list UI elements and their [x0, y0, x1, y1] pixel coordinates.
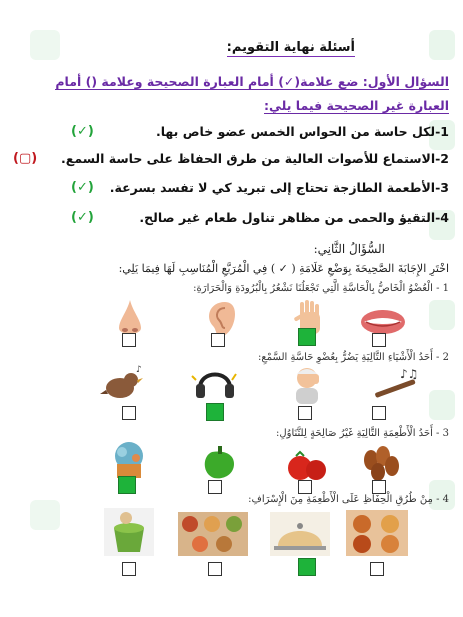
watermark-logo — [429, 300, 455, 330]
item-2-prompt: 2 - أَحَدُ الْأَشْيَاءِ التَّالِيَةِ يَضُرُّ بِعُضْوِ حَاسَّةِ السَّمْعِ: — [258, 352, 449, 363]
answer-checkbox[interactable] — [122, 562, 136, 576]
answer-checkbox-selected[interactable] — [206, 403, 224, 421]
headphones-icon — [190, 362, 240, 404]
statement-text: 1-لكل حاسة من الحواس الخمس عضو خاص بها. — [155, 124, 449, 139]
statement-text: 3-الأطعمة الطازجة تحتاج إلى تبريد كي لا تفسد بسرعة. — [109, 180, 449, 195]
item-4-prompt: 4 - مِنْ طُرُقِ الْحِفَاظِ عَلَى الْأَطْعِمَةِ مِنَ الْإِسْرَافِ: — [248, 494, 449, 505]
answer-checkbox[interactable] — [298, 406, 312, 420]
statement-text: 2-الاستماع للأصوات العالية من طرق الحفاظ على حاسة السمع. — [61, 151, 449, 166]
question-1-heading: السؤال الأول: ضع علامة(✓) أمام العبارة الصحيحة وعلامة () أمام العبارة غير الصحيحة فيما يلي: — [55, 74, 449, 113]
watermark-logo — [30, 30, 60, 60]
answer-mark: (▢) — [13, 151, 38, 166]
watermark-logo — [429, 30, 455, 60]
answer-checkbox-selected[interactable] — [298, 328, 316, 346]
statement-1 — [9, 124, 449, 146]
answer-checkbox[interactable] — [122, 406, 136, 420]
covered-dish-icon — [270, 512, 330, 556]
answer-checkbox[interactable] — [372, 406, 386, 420]
answer-mark: (✓) — [71, 210, 94, 225]
answer-checkbox[interactable] — [370, 562, 384, 576]
page-title: أسئلة نهاية التقويم: — [226, 40, 355, 55]
answer-checkbox-selected[interactable] — [298, 558, 316, 576]
statement-text: 4-التقيؤ والحمى من مظاهر تناول طعام غير صالح. — [139, 210, 449, 225]
dates-icon — [356, 442, 406, 484]
watermark-logo — [429, 390, 455, 420]
watermark-logo — [30, 500, 60, 530]
buffet-icon — [178, 512, 248, 556]
flute-icon — [370, 364, 420, 406]
food-waste-icon — [104, 508, 154, 556]
answer-checkbox-selected[interactable] — [118, 476, 136, 494]
answer-checkbox[interactable] — [298, 480, 312, 494]
answer-mark: (✓) — [71, 124, 94, 139]
statement-4 — [9, 210, 449, 232]
answer-checkbox[interactable] — [372, 480, 386, 494]
svg-text:♪: ♪ — [136, 365, 142, 375]
statement-3 — [9, 180, 449, 202]
item-3-prompt: 3 - أَحَدُ الْأَطْعِمَةِ التَّالِيَةِ غَيْرُ صَالِحَةٍ لِلتَّنَاوُلِ: — [275, 428, 449, 439]
answer-mark: (✓) — [71, 180, 94, 195]
answer-checkbox[interactable] — [211, 333, 225, 347]
statement-2 — [9, 151, 449, 173]
svg-text:♪♫: ♪♫ — [400, 367, 419, 381]
answer-checkbox[interactable] — [372, 333, 386, 347]
answer-checkbox[interactable] — [122, 333, 136, 347]
item-1-prompt: 1 - الْعُضْوُ الْخَاصُّ بِالْحَاسَّةِ الَّتِي تَجْعَلُنَا نَشْعُرُ بِالْبُرُودَةِ وَالْحَرَارَةِ: — [193, 283, 449, 294]
child-ear-icon — [282, 364, 332, 406]
food-platter-icon — [346, 510, 408, 556]
question-2-heading: السُّؤَالُ الثَّانِي: — [313, 242, 385, 256]
bird-icon — [98, 364, 148, 406]
answer-checkbox[interactable] — [208, 562, 222, 576]
pepper-icon — [196, 442, 246, 484]
answer-checkbox[interactable] — [208, 480, 222, 494]
question-2-instruction: اخْتَرِ الإِجَابَةَ الصَّحِيحَةَ بِوَضْعِ عَلَامَةِ ( ✓ ) فِي الْمُرَبَّعِ الْمُنَاسِبِ لَهَا فِيمَا يَلِي: — [118, 262, 449, 275]
